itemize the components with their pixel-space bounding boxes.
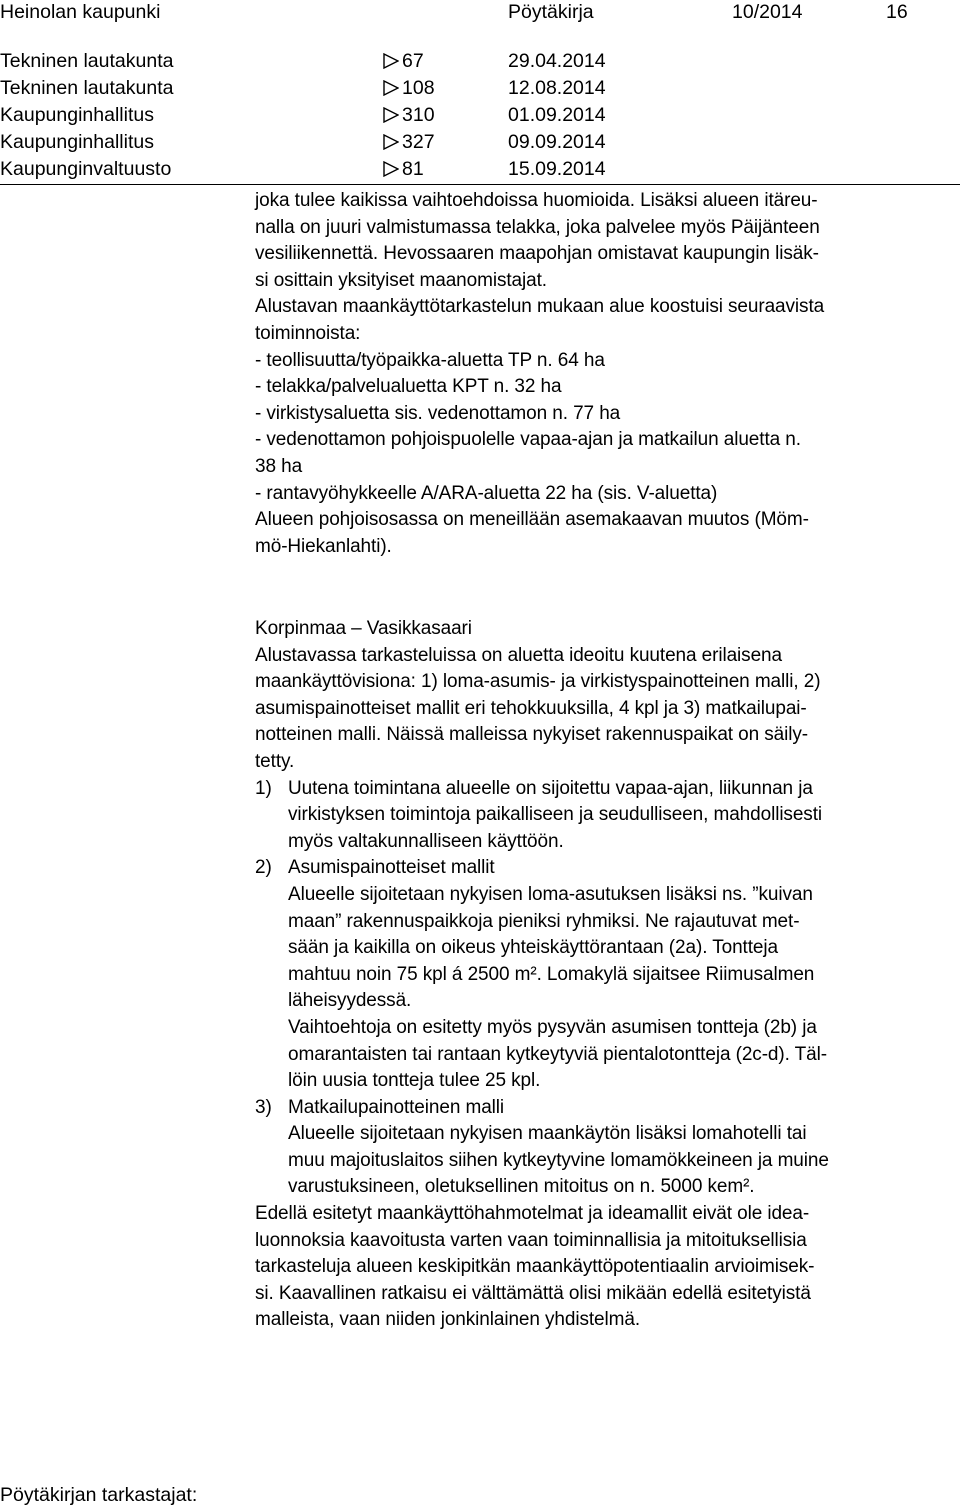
body-line: mö-Hiekanlahti). (255, 535, 392, 557)
body-line: luonnoksia kaavoitusta varten vaan toiminnallisia ja mitoituksellisia (255, 1229, 807, 1251)
arrow-right-icon (383, 107, 399, 123)
meeting-number: 108 (402, 77, 435, 99)
meeting-number: 67 (402, 50, 424, 72)
body-line: tarkasteluja alueen keskipitkän maankäyttöpotentiaalin arvioimisek- (255, 1256, 815, 1278)
meeting-row (0, 156, 960, 183)
body-line: Alueen pohjoisosassa on meneillään asemakaavan muutos (Möm- (255, 509, 809, 531)
body-line: läheisyydessä. (288, 990, 412, 1012)
meeting-date: 29.04.2014 (508, 50, 606, 72)
body-line: nalla on juuri valmistumassa telakka, joka palvelee myös Päijänteen (255, 216, 820, 238)
body-line: Alustavassa tarkasteluissa on aluetta ideoitu kuutena erilaisena (255, 644, 782, 666)
meeting-body: Tekninen lautakunta (0, 77, 174, 99)
meeting-date: 15.09.2014 (508, 158, 606, 180)
meeting-number: 81 (402, 158, 424, 180)
list-number: 2) (255, 857, 272, 879)
header-doc-type: Pöytäkirja (508, 1, 594, 23)
body-line: Alueelle sijoitetaan nykyisen maankäytön lisäksi lomahotelli tai (288, 1123, 807, 1145)
body-line: malleista, vaan niiden jonkinlainen yhdistelmä. (255, 1309, 641, 1331)
meeting-number: 327 (402, 131, 435, 153)
header-divider (0, 184, 960, 185)
body-line: si osittain yksityiset maanomistajat. (255, 269, 547, 291)
meeting-body: Kaupunginhallitus (0, 131, 154, 153)
meeting-date: 09.09.2014 (508, 131, 606, 153)
body-line: myös valtakunnalliseen käyttöön. (288, 830, 564, 852)
body-line: Vaihtoehtoja on esitetty myös pysyvän asumisen tontteja (2b) ja (288, 1016, 817, 1038)
body-line: virkistyksen toimintoja paikalliseen ja seudulliseen, mahdollisesti (288, 804, 823, 826)
body-line: sään ja kaikilla on oikeus yhteiskäyttörantaan (2a). Tontteja (288, 937, 778, 959)
body-line: muu majoituslaitos siihen kytkeytyvine lomamökkeineen ja muine (288, 1149, 829, 1171)
body-line: Alustavan maankäyttötarkastelun mukaan alue koostuisi seuraavista (255, 296, 825, 318)
header-page-number: 16 (886, 1, 908, 23)
meeting-row (0, 129, 960, 156)
meeting-row (0, 75, 960, 102)
arrow-right-icon (383, 80, 399, 96)
list-number: 1) (255, 777, 272, 799)
body-line: - vedenottamon pohjoispuolelle vapaa-ajan ja matkailun aluetta n. (255, 429, 801, 451)
footer-reviewers-label: Pöytäkirjan tarkastajat: (0, 1484, 198, 1506)
meeting-row (0, 102, 960, 129)
list-item-1 (255, 776, 953, 803)
body-line: maankäyttövisiona: 1) loma-asumis- ja virkistyspainotteinen malli, 2) (255, 671, 821, 693)
body-line: tetty. (255, 750, 295, 772)
arrow-right-icon (383, 161, 399, 177)
body-line: - teollisuutta/työpaikka-aluetta TP n. 64 ha (255, 349, 605, 371)
arrow-right-icon (383, 53, 399, 69)
meeting-number: 310 (402, 104, 435, 126)
meeting-body: Kaupunginvaltuusto (0, 158, 172, 180)
arrow-right-icon (383, 134, 399, 150)
header-city: Heinolan kaupunki (0, 1, 161, 23)
body-section-hevossaari (255, 188, 953, 560)
body-line: - rantavyöhykkeelle A/ARA-aluetta 22 ha (sis. V-aluetta) (255, 482, 718, 504)
body-line: - virkistysaluetta sis. vedenottamon n. 77 ha (255, 402, 621, 424)
body-line: Alueelle sijoitetaan nykyisen loma-asutuksen lisäksi ns. ”kuivan (288, 883, 813, 905)
header-issue: 10/2014 (732, 1, 803, 23)
list-item-2 (255, 855, 953, 882)
body-line: vesiliikennettä. Hevossaaren maapohjan omistavat kaupungin lisäk- (255, 243, 819, 265)
meeting-body: Kaupunginhallitus (0, 104, 154, 126)
meeting-body: Tekninen lautakunta (0, 50, 174, 72)
body-line: si. Kaavallinen ratkaisu ei välttämättä olisi mikään edellä esitetyistä (255, 1282, 811, 1304)
meeting-row (0, 48, 960, 75)
body-line: 38 ha (255, 455, 303, 477)
meeting-date: 01.09.2014 (508, 104, 606, 126)
body-line: - telakka/palvelualuetta KPT n. 32 ha (255, 376, 562, 398)
body-line: Edellä esitetyt maankäyttöhahmotelmat ja ideamallit eivät ole idea- (255, 1203, 810, 1225)
body-line: mahtuu noin 75 kpl á 2500 m². Lomakylä sijaitsee Riimusalmen (288, 963, 815, 985)
body-line: löin uusia tontteja tulee 25 kpl. (288, 1070, 541, 1092)
body-line: omarantaisten tai rantaan kytkeytyviä pientalotontteja (2c-d). Täl- (288, 1043, 827, 1065)
section-heading: Korpinmaa – Vasikkasaari (255, 618, 472, 639)
body-line: Matkailupainotteinen malli (288, 1096, 505, 1118)
body-line: joka tulee kaikissa vaihtoehdoissa huomioida. Lisäksi alueen itäreu- (255, 190, 818, 211)
body-line: varustuksineen, oletuksellinen mitoitus on n. 5000 kem². (288, 1176, 755, 1198)
meeting-date: 12.08.2014 (508, 77, 606, 99)
body-line: Asumispainotteiset mallit (288, 857, 495, 879)
body-line: notteinen malli. Näissä malleissa nykyiset rakennuspaikat on säily- (255, 724, 809, 746)
list-number: 3) (255, 1096, 272, 1118)
body-line: maan” rakennuspaikkoja pieniksi ryhmiksi. Ne rajautuvat met- (288, 910, 800, 932)
list-item-3 (255, 1095, 953, 1122)
body-line: Uutena toimintana alueelle on sijoitettu vapaa-ajan, liikunnan ja (288, 777, 813, 799)
body-section-korpinmaa (255, 616, 953, 1334)
body-line: toiminnoista: (255, 322, 361, 344)
body-line: asumispainotteiset mallit eri tehokkuuksilla, 4 kpl ja 3) matkailupai- (255, 697, 807, 719)
